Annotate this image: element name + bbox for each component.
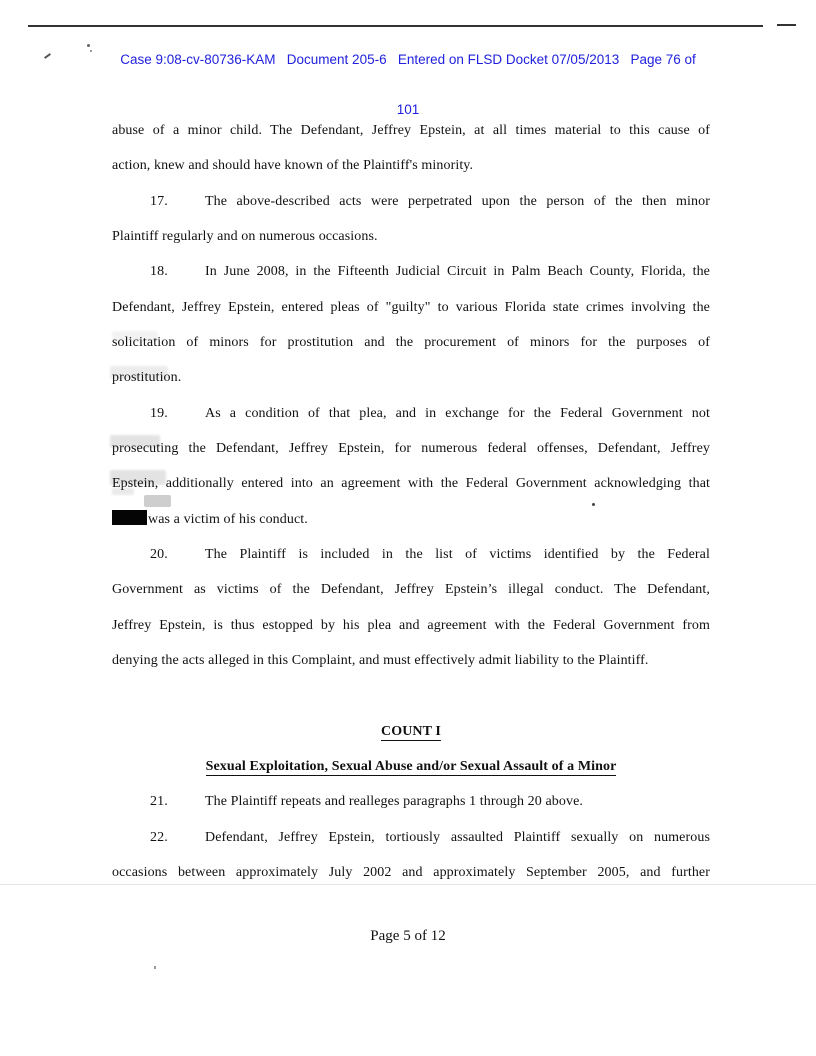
document-text-line: 17. The above-described acts were perpetrated upon the person of the then minor (112, 184, 710, 219)
paragraph-number: 21. (150, 794, 168, 810)
document-heading-line (112, 749, 710, 784)
document-text-line: 19. As a condition of that plea, and in exchange for the Federal Government not (112, 396, 710, 431)
document-text-line: 22. Defendant, Jeffrey Epstein, tortiously assaulted Plaintiff sexually on numerous (112, 820, 710, 855)
header-strike-line (28, 25, 763, 27)
document-body (112, 113, 710, 890)
document-text-line: 21. The Plaintiff repeats and realleges paragraphs 1 through 20 above. (112, 784, 710, 819)
heading-text: COUNT I (381, 723, 441, 739)
paragraph-number: 20. (150, 546, 168, 562)
document-text-line: was a victim of his conduct. (112, 502, 710, 537)
document-text-line (112, 678, 710, 713)
document-text-line: prostitution. (112, 370, 182, 386)
document-text-line: denying the acts alleged in this Complaint, and must effectively admit liability to the Plaintiff. (112, 652, 649, 668)
document-text-line: occasions between approximately July 2002 and approximately September 2005, and further (112, 864, 710, 880)
document-text-line: solicitation of minors for prostitution and the procurement of minors for the purposes of (112, 334, 710, 350)
paragraph-number: 18. (150, 264, 168, 280)
scan-speck (154, 966, 156, 969)
document-text-line: abuse of a minor child. The Defendant, Jeffrey Epstein, at all times material to this cause of (112, 123, 710, 138)
document-text-line: Defendant, Jeffrey Epstein, entered pleas of "guilty" to various Florida state crimes involving the (112, 299, 710, 315)
ecf-stamp-line1: Case 9:08-cv-80736-KAM Document 205-6 Entered on FLSD Docket 07/05/2013 Page 76 of (120, 52, 696, 67)
document-heading-line (112, 714, 710, 749)
document-text-line: 20. The Plaintiff is included in the list of victims identified by the Federal (112, 537, 710, 572)
document-text-line: Government as victims of the Defendant, Jeffrey Epstein’s illegal conduct. The Defendant, (112, 582, 710, 598)
document-text-line: Jeffrey Epstein, is thus estopped by his plea and agreement with the Federal Government from (112, 617, 710, 633)
document-text-line: prosecuting the Defendant, Jeffrey Epstein, for numerous federal offenses, Defendant, Jeffrey (112, 440, 710, 456)
ecf-header-stamp (0, 19, 816, 151)
paragraph-number: 19. (150, 405, 168, 421)
page-number-footer: Page 5 of 12 (370, 928, 446, 944)
document-text-line: Plaintiff regularly and on numerous occasions. (112, 228, 378, 244)
document-text-line: Epstein, additionally entered into an agreement with the Federal Government acknowledging that (112, 476, 710, 492)
header-strike-line-dash (777, 24, 796, 26)
redaction-box (112, 510, 147, 525)
paragraph-number: 22. (150, 829, 168, 845)
ecf-stamp-line2: 101 (396, 101, 420, 117)
heading-text: Sexual Exploitation, Sexual Abuse and/or Sexual Assault of a Minor (205, 758, 617, 774)
paragraph-number: 17. (150, 193, 168, 209)
document-text-line: 18. In June 2008, in the Fifteenth Judicial Circuit in Palm Beach County, Florida, the (112, 254, 710, 289)
document-text-line: action, knew and should have known of the Plaintiff's minority. (112, 158, 474, 174)
